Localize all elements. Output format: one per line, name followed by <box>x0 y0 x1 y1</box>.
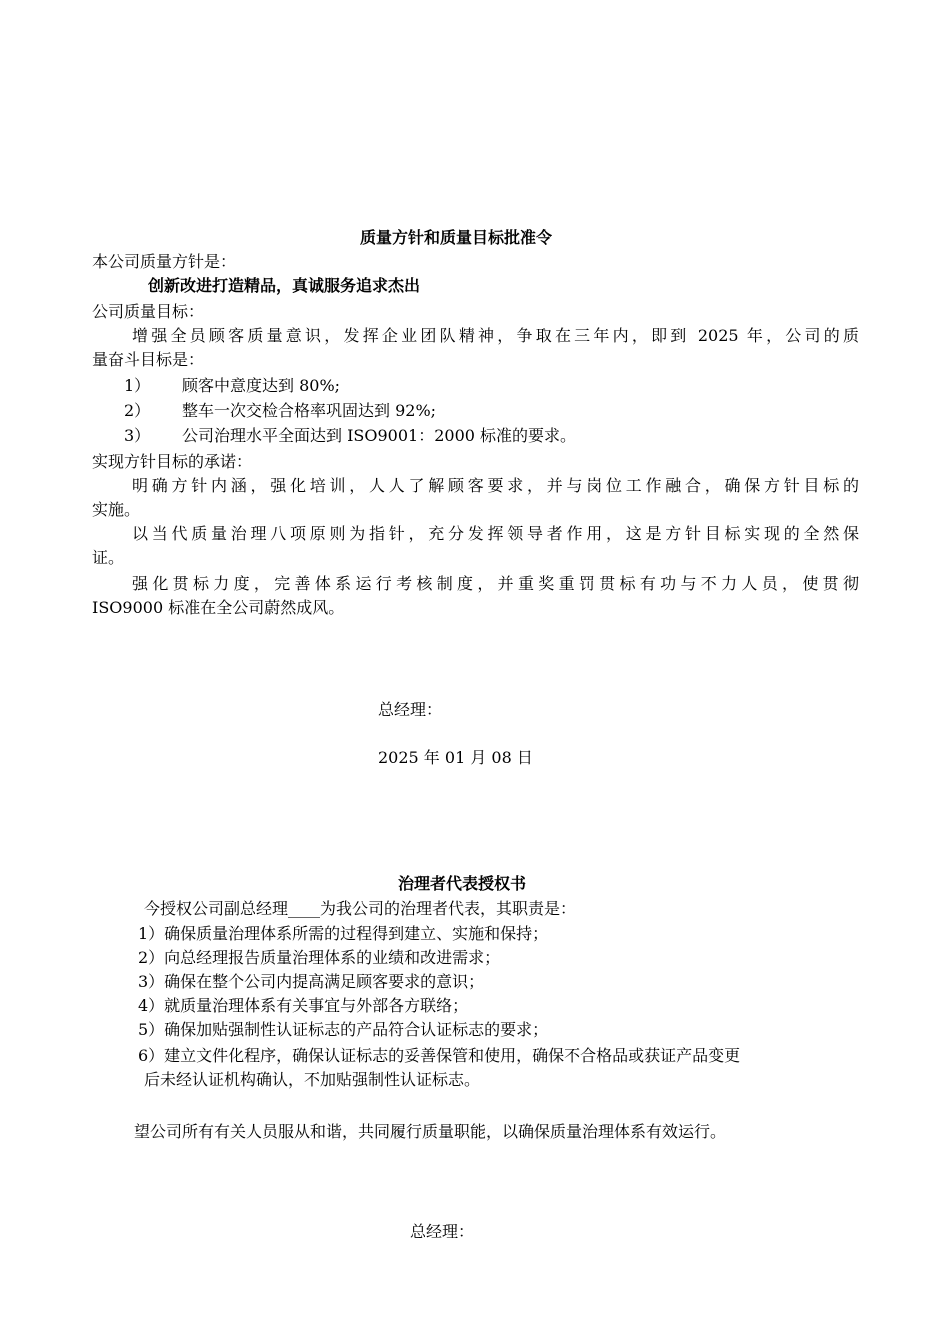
policy-slogan: 创新改进打造精品，真诚服务追求杰出 <box>148 276 421 295</box>
goal-item-text: 顾客中意度达到 80%; <box>182 376 341 395</box>
doc1-date: 2025 年 01 月 08 日 <box>378 748 533 767</box>
goals-paragraph-line1: 增强全员顾客质量意识，发挥企业团队精神，争取在三年内，即到 2025 年，公司的质 <box>132 326 859 345</box>
doc1-signer: 总经理： <box>378 700 443 719</box>
goal-item-number: 1） <box>124 376 151 395</box>
goal-item-text: 整车一次交检合格率巩固达到 92%; <box>182 401 437 420</box>
doc1-title: 质量方针和质量目标批准令 <box>360 228 553 247</box>
commitment-paragraph-line2: 实施。 <box>92 500 141 519</box>
goal-item-number: 2） <box>124 401 151 420</box>
duty-item: 1）确保质量治理体系所需的过程得到建立、实施和保持； <box>138 924 549 943</box>
duty-item: 4）就质量治理体系有关事宜与外部各方联络； <box>138 996 469 1015</box>
goal-item-number: 3） <box>124 426 151 445</box>
duty-item: 5）确保加贴强制性认证标志的产品符合认证标志的要求； <box>138 1020 549 1039</box>
closing-statement: 望公司所有有关人员服从和谐，共同履行质量职能，以确保质量治理体系有效运行。 <box>134 1122 727 1141</box>
duty-item-continuation: 后未经认证机构确认，不加贴强制性认证标志。 <box>144 1070 481 1089</box>
commitment-intro: 实现方针目标的承诺： <box>92 452 253 471</box>
commitment-paragraph-line1: 明确方针内涵，强化培训，人人了解顾客要求，并与岗位工作融合，确保方针目标的 <box>132 476 859 495</box>
doc2-signer: 总经理： <box>410 1222 475 1241</box>
duty-item: 3）确保在整个公司内提高满足顾客要求的意识； <box>138 972 485 991</box>
goal-item-text: 公司治理水平全面达到 ISO9001：2000 标准的要求。 <box>182 426 577 445</box>
commitment-paragraph-line1: 以当代质量治理八项原则为指针，充分发挥领导者作用，这是方针目标实现的全然保 <box>132 524 859 543</box>
goals-paragraph-line2: 量奋斗目标是： <box>92 350 205 369</box>
goals-intro: 公司质量目标： <box>92 302 205 321</box>
authorization-intro: 今授权公司副总经理____为我公司的治理者代表，其职责是： <box>144 899 577 918</box>
duty-item: 6）建立文件化程序，确保认证标志的妥善保管和使用，确保不合格品或获证产品变更 <box>138 1046 741 1065</box>
commitment-paragraph-line1: 强化贯标力度，完善体系运行考核制度，并重奖重罚贯标有功与不力人员，使贯彻 <box>132 574 859 593</box>
commitment-paragraph-line2: ISO9000 标准在全公司蔚然成风。 <box>92 598 345 617</box>
doc2-title: 治理者代表授权书 <box>398 874 527 893</box>
duty-item: 2）向总经理报告质量治理体系的业绩和改进需求； <box>138 948 501 967</box>
policy-intro: 本公司质量方针是： <box>92 252 237 271</box>
commitment-paragraph-line2: 证。 <box>92 548 125 567</box>
